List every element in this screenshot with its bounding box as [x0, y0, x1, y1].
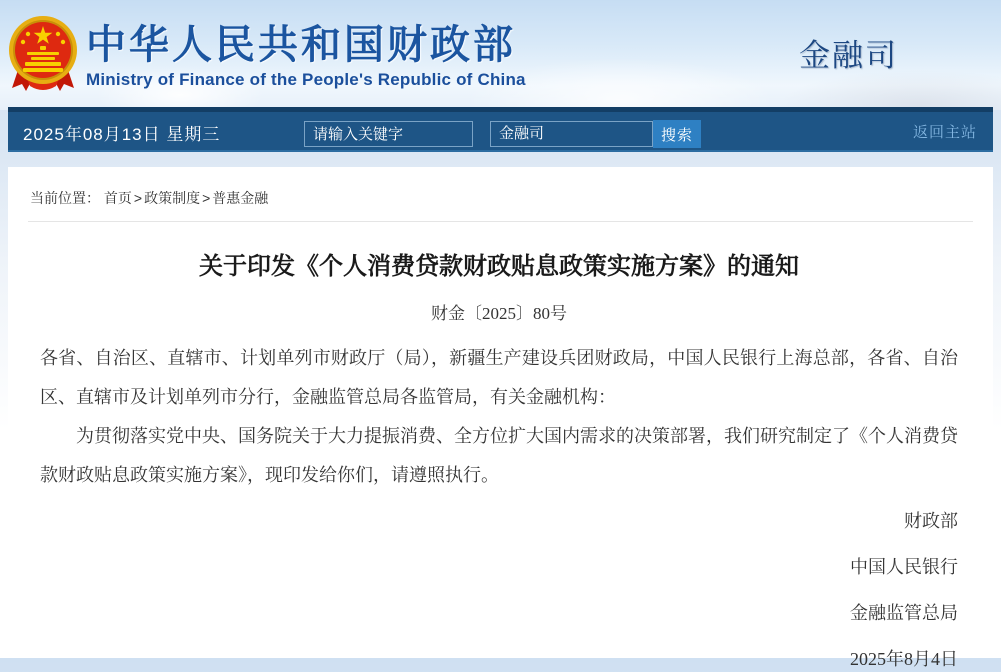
site-titles [86, 18, 526, 90]
signature-date: 2025年8月4日 [850, 649, 958, 669]
top-navbar [8, 107, 993, 152]
breadcrumb-separator: > [133, 190, 143, 206]
article-title: 关于印发《个人消费贷款财政贴息政策实施方案》的通知 [199, 253, 799, 280]
breadcrumb-item-home[interactable]: 首页 [103, 190, 132, 206]
paragraph-main: 为贯彻落实党中央、国务院关于大力提振消费、全方位扩大国内需求的决策部署，我们研究制定了《个人消费贷款财政贴息政策实施方案》，现印发给你们，请遵照执行。 [40, 426, 958, 485]
signature-block [40, 508, 958, 672]
site-header [0, 0, 1001, 110]
document-number: 财金〔2025〕80号 [431, 304, 567, 323]
national-emblem-icon [6, 14, 80, 94]
search-scope-select[interactable]: 金融司 [490, 121, 653, 147]
article-body [40, 339, 958, 495]
search-button[interactable]: 搜索 [653, 120, 701, 148]
site-title: 中华人民共和国财政部 [86, 23, 516, 67]
signature-mof: 财政部 [904, 511, 958, 531]
article [8, 250, 993, 672]
breadcrumb-item-inclusive-finance[interactable]: 普惠金融 [212, 190, 269, 206]
signature-nfra: 金融监管总局 [850, 603, 958, 623]
current-date: 2025年08月13日 星期三 [23, 125, 221, 144]
breadcrumb-prefix: 当前位置： [30, 190, 100, 206]
content-panel [8, 167, 993, 669]
return-home-link[interactable]: 返回主站 [912, 124, 977, 141]
department-name: 金融司 [799, 38, 898, 73]
breadcrumb [8, 167, 993, 208]
paragraph-recipients: 各省、自治区、直辖市、计划单列市财政厅（局），新疆生产建设兵团财政局，中国人民银行上海总部，各省、自治区、直辖市及计划单列市分行，金融监管总局各监管局，有关金融机构： [40, 348, 958, 407]
site-subtitle-en: Ministry of Finance of the People's Republic of China [86, 70, 526, 89]
breadcrumb-item-policy[interactable]: 政策制度 [144, 190, 201, 206]
signature-pboc: 中国人民银行 [850, 557, 958, 577]
breadcrumb-divider [28, 221, 973, 222]
breadcrumb-separator: > [202, 190, 211, 206]
site-logo[interactable] [6, 14, 526, 94]
search-input[interactable] [304, 121, 473, 147]
